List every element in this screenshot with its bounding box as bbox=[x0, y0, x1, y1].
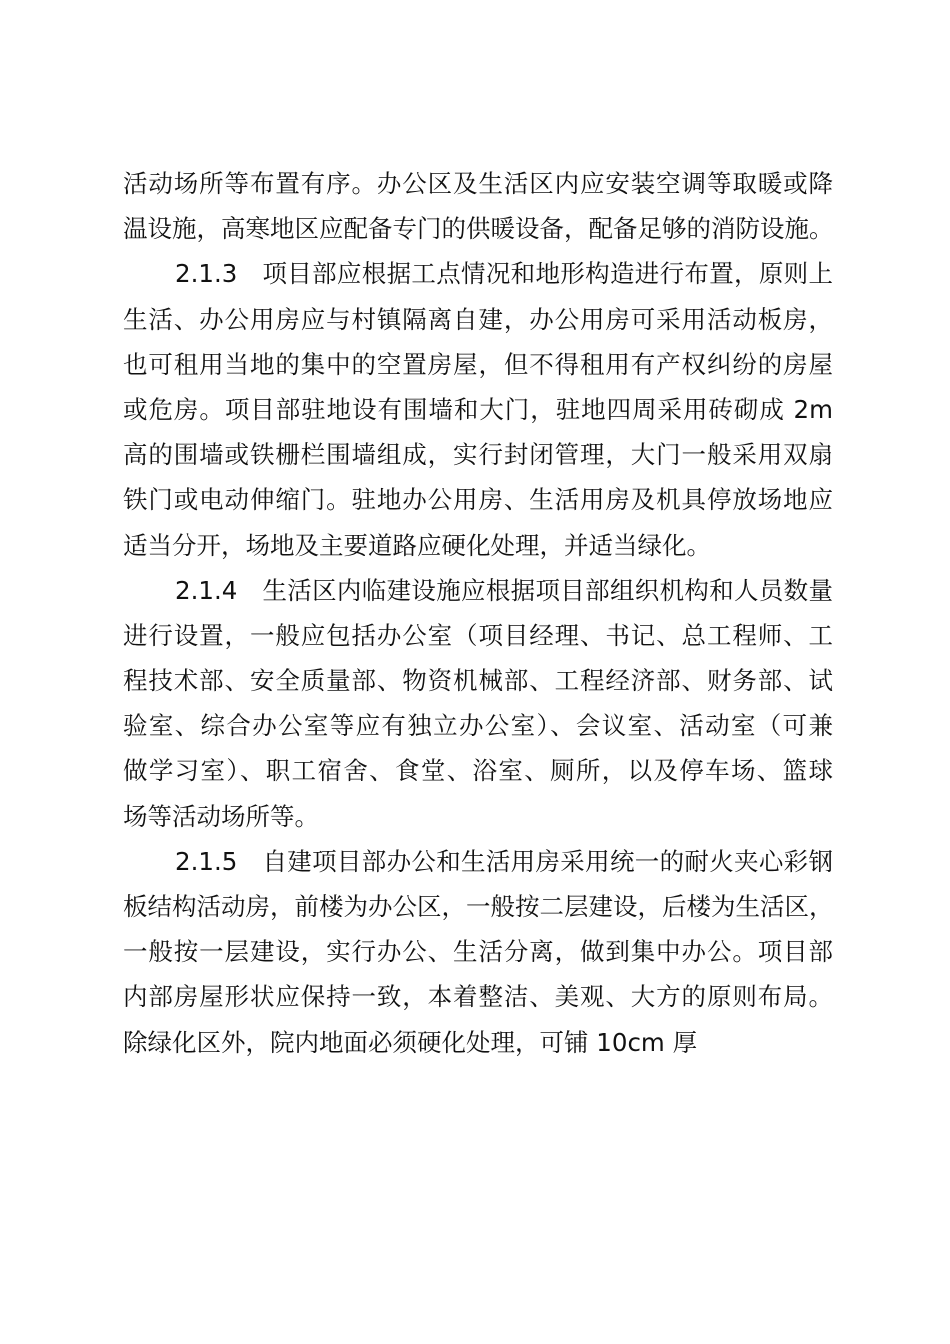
text-line: 生活、办公用房应与村镇隔离自建，办公用房可采用活动板房， bbox=[123, 304, 833, 334]
text-line: 也可租用当地的集中的空置房屋，但不得租用有产权纠纷的房屋 bbox=[123, 349, 833, 379]
text-line: 或危房。项目部驻地设有围墙和大门，驻地四周采用砖砌成 2m bbox=[123, 394, 833, 424]
text-line: 场等活动场所等。 bbox=[123, 801, 319, 831]
text-line: 铁门或电动伸缩门。驻地办公用房、生活用房及机具停放场地应 bbox=[123, 485, 833, 515]
text-line: 一般按一层建设，实行办公、生活分离，做到集中办公。项目部 bbox=[123, 937, 833, 967]
section-2-1-4-heading-line: 2.1.4 生活区内临建设施应根据项目部组织机构和人员数量 bbox=[175, 575, 833, 605]
section-2-1-3-heading-line: 2.1.3 项目部应根据工点情况和地形构造进行布置，原则上 bbox=[175, 259, 833, 289]
text-line: 除绿化区外，院内地面必须硬化处理，可铺 10cm 厚 bbox=[123, 1027, 698, 1057]
text-line: 板结构活动房，前楼为办公区，一般按二层建设，后楼为生活区， bbox=[123, 892, 834, 921]
text-line: 适当分开，场地及主要道路应硬化处理，并适当绿化。 bbox=[123, 530, 711, 560]
text-line: 验室、综合办公室等应有独立办公室）、会议室、活动室（可兼 bbox=[123, 711, 833, 741]
text-line: 做学习室）、职工宿舍、食堂、浴室、厕所，以及停车场、篮球 bbox=[123, 756, 833, 786]
text-line: 内部房屋形状应保持一致，本着整洁、美观、大方的原则布局。 bbox=[123, 982, 833, 1012]
text-line: 活动场所等布置有序。办公区及生活区内应安装空调等取暖或降 bbox=[123, 169, 833, 198]
text-line: 进行设置，一般应包括办公室（项目经理、书记、总工程师、工 bbox=[123, 620, 833, 650]
body-text bbox=[123, 161, 833, 1065]
text-line: 高的围墙或铁栅栏围墙组成，实行封闭管理，大门一般采用双扇 bbox=[123, 440, 833, 470]
text-line: 程技术部、安全质量部、物资机械部、工程经济部、财务部、试 bbox=[123, 666, 833, 696]
text-line: 温设施，高寒地区应配备专门的供暖设备，配备足够的消防设施。 bbox=[123, 214, 834, 244]
section-2-1-5-heading-line: 2.1.5 自建项目部办公和生活用房采用统一的耐火夹心彩钢 bbox=[175, 846, 833, 876]
